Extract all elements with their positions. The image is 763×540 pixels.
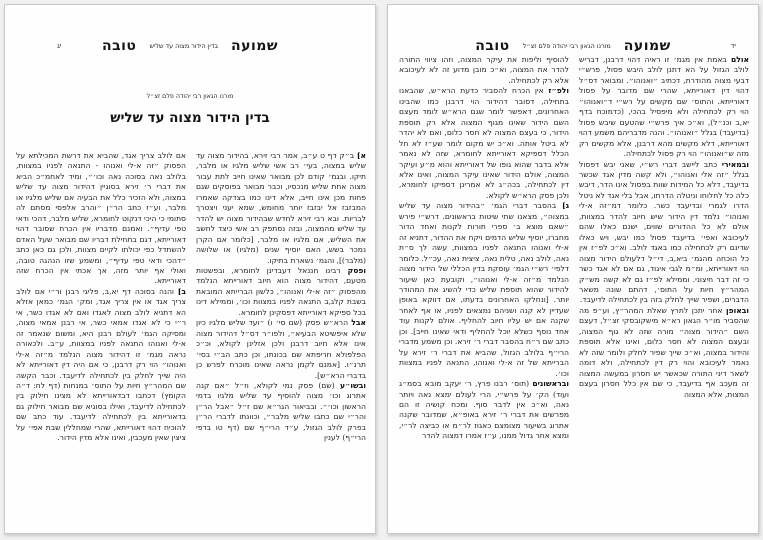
author-line: מורנו הגאון רבי יהודה פלם זצ״ל <box>146 93 234 100</box>
paragraph-text: (תוס׳ רבנו פרץ, ר׳ יעקב מובא בסמ״ג ועוד) הק׳ על פרש״י, הרי לעולם ימצא נאה ויותר נאה, וא״כ אין לדבר סוף. ומכח קושיה זו הם מפרשים את דברי ר׳ זירא באופ״א, שמדובר שקנה אתרוג בשיעור מצומצם כאגוז לר״מ או כביצה לר״י, ומצא אחר גדול ממנו, ע״ז אמרו דמצוה להדר <box>399 379 569 441</box>
text-columns-left-page <box>16 151 366 527</box>
page-left <box>4 4 376 534</box>
paragraph <box>196 318 366 381</box>
paragraph-text: אין הכרח להסביר כדעת הרא״ש, שהבאנו בתחילה, דסובר דהידור הוי דרבנן כמו שהבינו האחרונים, דאפשר לומר שגם הרא״ש לומד מעצם השם הידור שאינו מגוף המצוה אלא רק תוספת הידור, כי בעצם המצוה לא חסר כלום, ואם לא יהדר לא ביטל אותה. וא״כ יש מקום לומר שע״ז לא חל הכלל דספיקא דאורייתא לחומרא, שזה לא נאמר אלא בדבר שהוא גופו של דאורייתא והוא מ״ע ועיקר המצוה, אולם הידור שאינו עיקר המצוה, ואינו אלא דין לכתחילה, בכה״ג לא אמרינן דספיקו לחומרא, ולכן פסק הרא״ש לקולא. <box>399 86 569 200</box>
section-title-block <box>5 93 375 126</box>
paragraph <box>196 381 366 444</box>
paragraph-text: ב״ק דף ט ע״ב, אמר רבי זירא, בהידור מצוה עד שליש במצוה, בעי׳ רב אשי שליש מלגיו או מלבר, תיקו. ובגמ׳ קודם לכן מבואר שאינו חייב לתת עבור מצוה אחת שליש מנכסיו, וכבר מבואר בפוסקים שגם פחות מכן אינו חייב, אלא דינו כמו בצדקה שאמרו המבזבז אל יבזבז יותר מחומש, שמא יעני ויצטרך לבריות. ובא רבי זירא לחדש שבהידור מצוה יש להדר עד שליש מהמצוה, ובזה נסתפק רב אשי כיצד לחשב את השליש, אם מלגיו או מלבר, [כלומר אם הקרן נמכר בשש, האם יוסיף שנים (מלגיו) או שלושה (מלבר)], והגמ׳ נשארת בתיקו. <box>196 151 366 265</box>
page-number-left: יג <box>57 42 62 50</box>
book-title-word-tova: טובה <box>475 38 510 54</box>
header-title-right <box>388 38 758 54</box>
book-title-word-tova: טובה <box>101 38 137 54</box>
paragraph-text: כתב ליישב דברי רש״י, שאני יבש דפסול בגלל ״זה אלי ואנוהו״, ולא קשה מדין אגד שכשר בדיעבד, דלא כל המידות שוות בפסול אינו הדר, דיבש כלה כל לחלוחו וניטלה הדרתו, אבל בלי אגד לא ניטל הדרו לגמרי ובדיעבד כשר. כלומר דמ״זה א-לי ואנוהו״ נלמד דין הידור שיש חיוב להדר במצוות, אולם לא כל ההדורים שווים, ישנם כאלו שהם לעיכובא ואפי׳ בדיעבד פסול כמו יבש, ויש כאלו שדינם רק לכתחילה כמו באגד לולב. וא״כ לפ״ז אין כל הוכחה מהגמ׳ ביא,ב, די״ל דלעולם הידור מצוה הוי דאורייתא, ומ״מ לגבי איגוד, גם אם לא אגד כשר כי זה דבר חיצוני. וממילא לפ״ז גם לא קשה מש״ק המהר״ץ חיות על התוס׳, דהתם שונה משאר הדברים, ושפיר שייך לחלק בזה בין לכתחילה לדיעבד. <box>579 159 749 305</box>
column-right <box>579 55 749 507</box>
text-columns-right-page <box>399 55 749 507</box>
paragraph-text: רבינו חננאל דעבדינן לחומרא, ובפשטות מטעם, דהידור מצוה הוא חיוב דאורייתא הנלמד מהפסוק ״זה א-לי ואנוהו״, כלשון הברייתא המובאת בשבת קלג,ב התנאה לפניו במצוות וכו׳, וממילא דינו בכל ספיקא דאורייתא דפסקינן לחומרא. <box>196 265 366 317</box>
paragraph-text: הרא״ש פסק (שם סי׳ ו) ״ועד שליש מלגיו כיון שלא איפשיטא הבעיא״, ולפו״ר דס״ל דהידור מצוה אינו אלא חיוב דרבנן ולכן אזלינן לקולא, וכ״כ הפלפולא חריפתא שם בכונתו, וכן כתב הב״י בסי׳ תרנ״ו. [אמנם לקמן נראה שאינו מוכרח לפרש כן בדברי הרא״ש]. <box>196 318 366 380</box>
lead-word: אולם <box>730 55 749 64</box>
paragraph <box>196 151 366 266</box>
paragraph-text: והנה בסוכה דף יא,ב, פליגי רבנן ור״י אם לולב צריך אגד או אין צריך אגד, ומק׳ הגמ׳ כמאן אזלא הא דתניא לולב מצוה לאגדו ואם לא אגדו כשר, אי ר״י כי לא אגדו אמאי כשר, אי רבנן אמאי מצוה, ומסיקה הגמ׳ לעולם רבנן היא, ומשום שנאמר זה א-לי ואנוהו התנאה לפניו במצוות, ע״ב. ולכאורה נראה מגמ׳ זו דהידור מצוה הנלמד מ״זה א-לי ואנוהו״ הוי רק דרבנן, כי אם היה דין דאורייתא לא היה שייך לחלק בין לכתחילה לדיעבד. וכבר הקשה שם המהר״ץ חיות על התוס׳ במנחות (דף לח: ד״ה הקומץ) דכתבו דבדאורייתא לא מצינו חילוק בין לכתחילה לדיעבד, ואילו בסוגיא שם מבואר חילוק גם בדאורייתא בין לכתחילה לדיעבד. עוד כתב שם להוכיח דהוי דאורייתא, שהרי שמחללין שבת אפי׳ על ציצין שאין מעכבין, ואינו אלא מדין הידור. <box>16 286 186 443</box>
paragraph-text: אם לולב צריך אגד, שהביא את דרשת המכילתא על הפסוק ״זה א-לי ואנוהו - התנאה לפניו במצוות, בלולב נאה בסוכה נאה וכו׳״, ומיד לאחמ״כ הביא את דברי ר׳ זירא בסוגיין דהידור מצוה עד שליש במצוה, ולא הזכיר כלל את הבעיה אם שליש מלגיו או מלבר, וע״ז כתב הר״ן ״והרב אלפסי מסתם לה סתומי כי היכי דנקוט לחומרא, שליש מלבר, דהכי ודאי טפי עדיף״. ואמנם מדבריו אין הכרח שסובר דהוי דאורייתא, דגם בתחילת דבריו שם מבואר שעל האדם להשתדל כפי יכולתו לקיים מצוות, ולכן גם כאן כתב ״דהכי ודאי טפי עדיף״, ומשמע שזו הנהגה טובה, ואולי אף יותר מזה, אך אכתי אין הכרח שזה דאורייתא. <box>16 151 186 286</box>
column-right <box>196 151 366 527</box>
book-title-word-shemua: שמועה <box>623 38 671 54</box>
paragraph-text: (שם) פסק נמי לקולא, וז״ל ״אם קנה אתרוג וכו׳ מצוה להוסיף עד שליש מלגיו בדמי הראשון וכו׳״. ובביאור הגר״א שם ז״ל ״אבל הר״ן והר״י שם כתבו שליש מלבר״, וכוונתו לדברי הר״ן בפרק לולב הגזול, ע״ד הרי״ף שם (דף טו בדפי הרי״ף) לענין <box>196 380 366 443</box>
section-letter: ג] <box>562 201 569 211</box>
paragraph-text: להוסיף וליפות את עיקר המצוה, וזהו ציווי התורה להדר את המצוה, וא״כ מובן מדוע זה לא לעיכובא אלא רק לכתחילה. <box>399 55 569 85</box>
column-left <box>399 55 569 507</box>
paragraph <box>16 151 186 287</box>
paragraph <box>579 55 749 160</box>
lead-word: ופסק <box>347 265 366 275</box>
paragraph <box>399 86 569 201</box>
running-title-author: מורנו הגאון רבי יהודה פלם זצ״ל <box>522 42 611 50</box>
page-right <box>387 4 759 534</box>
paragraph <box>399 201 569 379</box>
lead-word: ובאופן <box>726 305 749 315</box>
paragraph <box>399 379 569 442</box>
paragraph-text: אחר יתכן לתרץ שאלת המהר״ץ, וע״פ מה שהסביר מו״ר הגאון רא״א מישקובסקי זצ״ל, דעצם השם ״הידור מצוה״ מורה שזה לא גוף המצוה, ובעצם המצוה לא חסר כלום, ואינו אלא תוספת והידור במצוה, וא״כ שייך שפיר לחלק ולומר שזה לא נאמר לעיכובא והוי רק דין לכתחילה, ולא דומה לשאר דיני התורה שכאשר יש חסרון במעשה המצוה זה מעכב אף בדיעבד, כי שם אין כלל חסרון בעצם המצות, אלא המצוה <box>579 305 749 399</box>
running-header-left <box>5 38 375 58</box>
lead-word: ובמאירי <box>721 159 749 169</box>
paragraph <box>579 160 749 306</box>
page-number-right: יד <box>730 42 736 50</box>
lead-word: ולפ״ז <box>548 86 569 96</box>
book-title-word-shemua: שמועה <box>231 38 279 54</box>
lead-word: אבל <box>351 318 366 328</box>
running-title-section: בדין הידור מצוה עד שליש <box>149 42 219 50</box>
lead-word: ובשו״ע <box>339 380 366 390</box>
paragraph <box>16 287 186 444</box>
paragraph <box>399 55 569 86</box>
section-letter: א] <box>356 151 366 160</box>
lead-word: ובראשונים <box>532 379 569 389</box>
column-left <box>16 151 186 527</box>
section-letter: ב] <box>177 286 186 296</box>
paragraph <box>579 306 749 400</box>
paragraph <box>196 266 366 318</box>
paragraph-text: בהסבר דברי הגמ׳ ״בהידור מצוה עד שליש במצוה״, מצאנו שתי שיטות בראשונים. דרש״י פירש ״שאם מוצא ב׳ ספרי תורות לקנות ואחד הדור מחברו, יוסיף שליש הדמים ויקח את ההדור, דתניא זה א-לי ואנוהו התנאה לפניו במצוות, עשה לך ס״ת נאה, לולב נאה, טלית נאה, ציצית נאה, עכ״ל. כלומר דלפי׳ רש״י הגמ׳ עוסקת בדין הכללי של הידור מצוה הנלמד מ״זה א-לי ואנוהו״, וקובעת כאן שיעור להידור שהוא תוספת שליש כדי להשיג את המהודר יותר. [ונחלקו האחרונים בדעתו, אם דווקא באופן שעדיין לא קנה ושניהם נמצאים לפניו, או אף לאחר שקנה אם יש עליו חיוב להחליף. אולם לקנות עוד אחד נוסף כשלא יוכל להחליף ודאי שאינו חייב]. וכן כתב שם ר״ח בהסבר דברי ר׳ זירא. וכן משמע מדברי הרי״ף בלולב הגזול, שהביא את דברי ר׳ זירא על הברייתא של זה א-לי ואנוהו, התנאה לפניו במצוות וכו׳. <box>399 201 569 378</box>
section-title: בדין הידור מצוה עד שליש <box>110 110 270 126</box>
paragraph-text: באמת אין מגמ׳ זו ראיה דהוי דרבנן, דבריש לולב הגזול על הא דתנן לולב היבש פסול, פרש״י דבעי מצוה מהודרת, דכתיב ״ואנוהו״. ומבואר דס״ל דהוי דין דאורייתא, שהרי שם מדובר על פסול דאורייתא. והתוס׳ שם מקשים על רש״י ד״ואנוהו״ הוי רק לכתחילה ולא מיפסיל בהכי, (כדמוכח בדף יא,ב וכנ״ל), וא״כ איך פרש״י שהטעם שיבש פסול (בדיעבד) בגלל ״ואנוהו״. והנה מדבריהם משמע דהוי דאורייתא, דלא מקשים מהא דרבנן, אלא מקשים רק מזה ש״ואנוהו״ הוי רק פסול לכתחילה. <box>579 55 749 159</box>
